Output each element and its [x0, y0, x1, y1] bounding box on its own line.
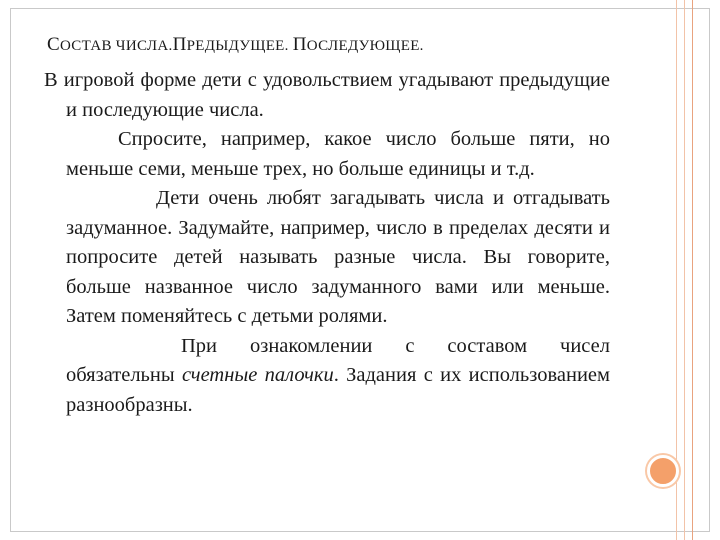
paragraph-4-text-end: . Задания с их использованием разнообразны. [66, 364, 611, 416]
title-word: ОСЛЕДУЮЩЕЕ. [306, 38, 424, 54]
right-decorative-frame [676, 0, 706, 540]
paragraph-4-text: При ознакомлении с составом чисел обязательны [66, 334, 610, 386]
title-word: ОСТАВ ЧИСЛА. [59, 38, 173, 54]
paragraph-1: В игровой форме дети с удовольствием угадывают предыдущие и последующие числа. [44, 69, 610, 121]
title-initial: С [47, 34, 60, 55]
paragraph-4 [44, 332, 610, 421]
paragraph-3: Дети очень любят загадывать числа и отгадывать задуманное. Задумайте, например, число в пределах десяти и попросите детей называть разные числа. Вы говорите, больше названное число задуманного вами или меньше. Затем поменяйтесь с детьми ролями. [66, 187, 610, 327]
frame-line [676, 0, 677, 540]
slide-body [44, 66, 610, 420]
orange-circle-ornament-icon [647, 455, 679, 487]
frame-line [692, 0, 693, 540]
title-initial: П [292, 34, 307, 55]
paragraph-4-emphasis: счетные палочки [181, 364, 334, 386]
frame-line [684, 0, 685, 540]
paragraph-2: Спросите, например, какое число больше пяти, но меньше семи, меньше трех, но больше единицы и т.д. [66, 128, 610, 180]
title-initial: П [172, 34, 187, 55]
title-word: РЕДЫДУЩЕЕ. [186, 38, 293, 54]
slide-title [47, 34, 424, 56]
